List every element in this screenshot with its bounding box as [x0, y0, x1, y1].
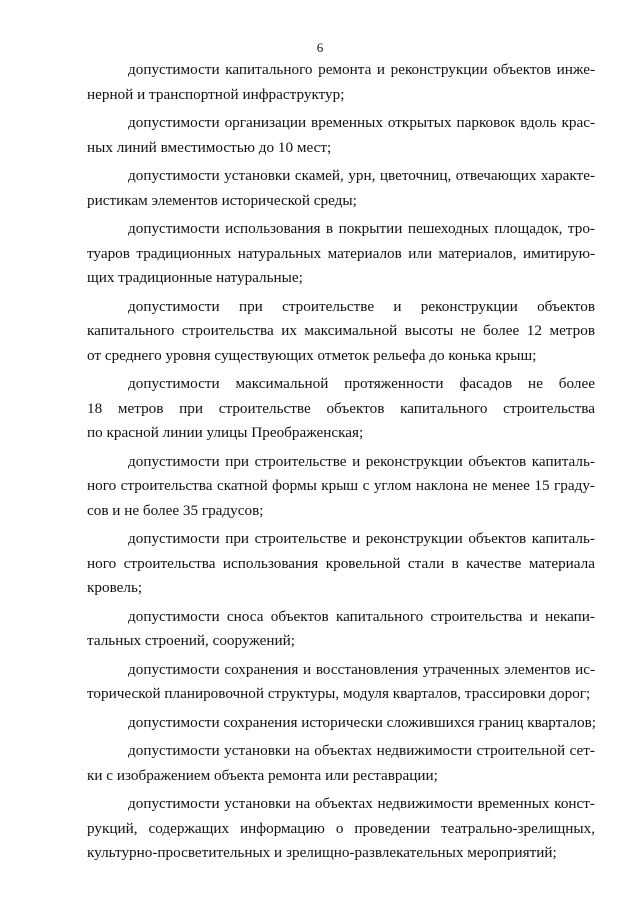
paragraph-line: допустимости использования в покрытии пешеходных площадок, тро- [128, 220, 595, 237]
paragraph [87, 111, 595, 160]
paragraph [87, 711, 595, 736]
paragraph-line: допустимости сохранения исторически сложившихся границ кварталов; [128, 713, 596, 731]
paragraph-line: ного строительства использования кровельной стали в качестве материала [87, 554, 595, 572]
paragraph-line: ного строительства скатной формы крыш с углом наклона не менее 15 граду- [87, 477, 595, 494]
paragraph [87, 217, 595, 291]
paragraph-line: торической планировочной структуры, модуля кварталов, трассировки дорог; [87, 685, 591, 702]
paragraph [87, 58, 595, 107]
paragraph-line: кровель; [87, 579, 143, 596]
page-number: 6 [316, 40, 324, 55]
paragraph [87, 372, 595, 446]
paragraph [87, 164, 595, 213]
document-body [87, 58, 595, 870]
paragraph-line: культурно-просветительных и зрелищно-развлекательных мероприятий; [87, 844, 557, 861]
paragraph-line: нерной и транспортной инфраструктур; [87, 85, 345, 103]
paragraph [87, 605, 595, 654]
paragraph-line: капитального строительства их максимальной высоты не более 12 метров [87, 322, 595, 339]
paragraph-line: ных линий вместимостью до 10 мест; [87, 138, 332, 156]
paragraph-line: тальных строений, сооружений; [87, 632, 295, 649]
paragraph-line: допустимости капитального ремонта и реконструкции объектов инже- [128, 61, 595, 78]
paragraph-line: допустимости при строительстве и реконструкции объектов [128, 297, 595, 315]
paragraph-line: ристикам элементов исторической среды; [87, 191, 357, 209]
paragraph [87, 527, 595, 601]
paragraph-line: туаров традиционных натуральных материалов или материалов, имитирую- [87, 244, 595, 262]
paragraph-line: 18 метров при строительстве объектов капитального строительства [87, 399, 595, 417]
paragraph-line: допустимости сохранения и восстановления утраченных элементов ис- [128, 660, 595, 678]
paragraph-line: по красной линии улицы Преображенская; [87, 424, 364, 441]
paragraph [87, 658, 595, 707]
paragraph-line: допустимости установки на объектах недвижимости временных конст- [128, 795, 595, 812]
paragraph-line: допустимости при строительстве и реконструкции объектов капиталь- [128, 530, 595, 547]
paragraph-line: допустимости организации временных открытых парковок вдоль крас- [128, 114, 595, 131]
paragraph-line: ки с изображением объекта ремонта или реставрации; [87, 766, 438, 784]
paragraph-line: от среднего уровня существующих отметок рельефа до конька крыш; [87, 346, 537, 364]
paragraph-line: допустимости максимальной протяженности фасадов не более [128, 375, 595, 392]
paragraph [87, 295, 595, 369]
paragraph [87, 739, 595, 788]
paragraph [87, 450, 595, 524]
paragraph [87, 792, 595, 866]
paragraph-line: допустимости установки скамей, урн, цветочниц, отвечающих характе- [128, 167, 595, 184]
paragraph-line: допустимости установки на объектах недвижимости строительной сет- [128, 742, 595, 759]
paragraph-line: сов и не более 35 градусов; [87, 501, 264, 519]
paragraph-line: щих традиционные натуральные; [87, 269, 303, 286]
paragraph-line: допустимости сноса объектов капитального строительства и некапи- [128, 607, 595, 625]
paragraph-line: рукций, содержащих информацию о проведении театрально-зрелищных, [87, 819, 595, 837]
paragraph-line: допустимости при строительстве и реконструкции объектов капиталь- [128, 452, 595, 470]
